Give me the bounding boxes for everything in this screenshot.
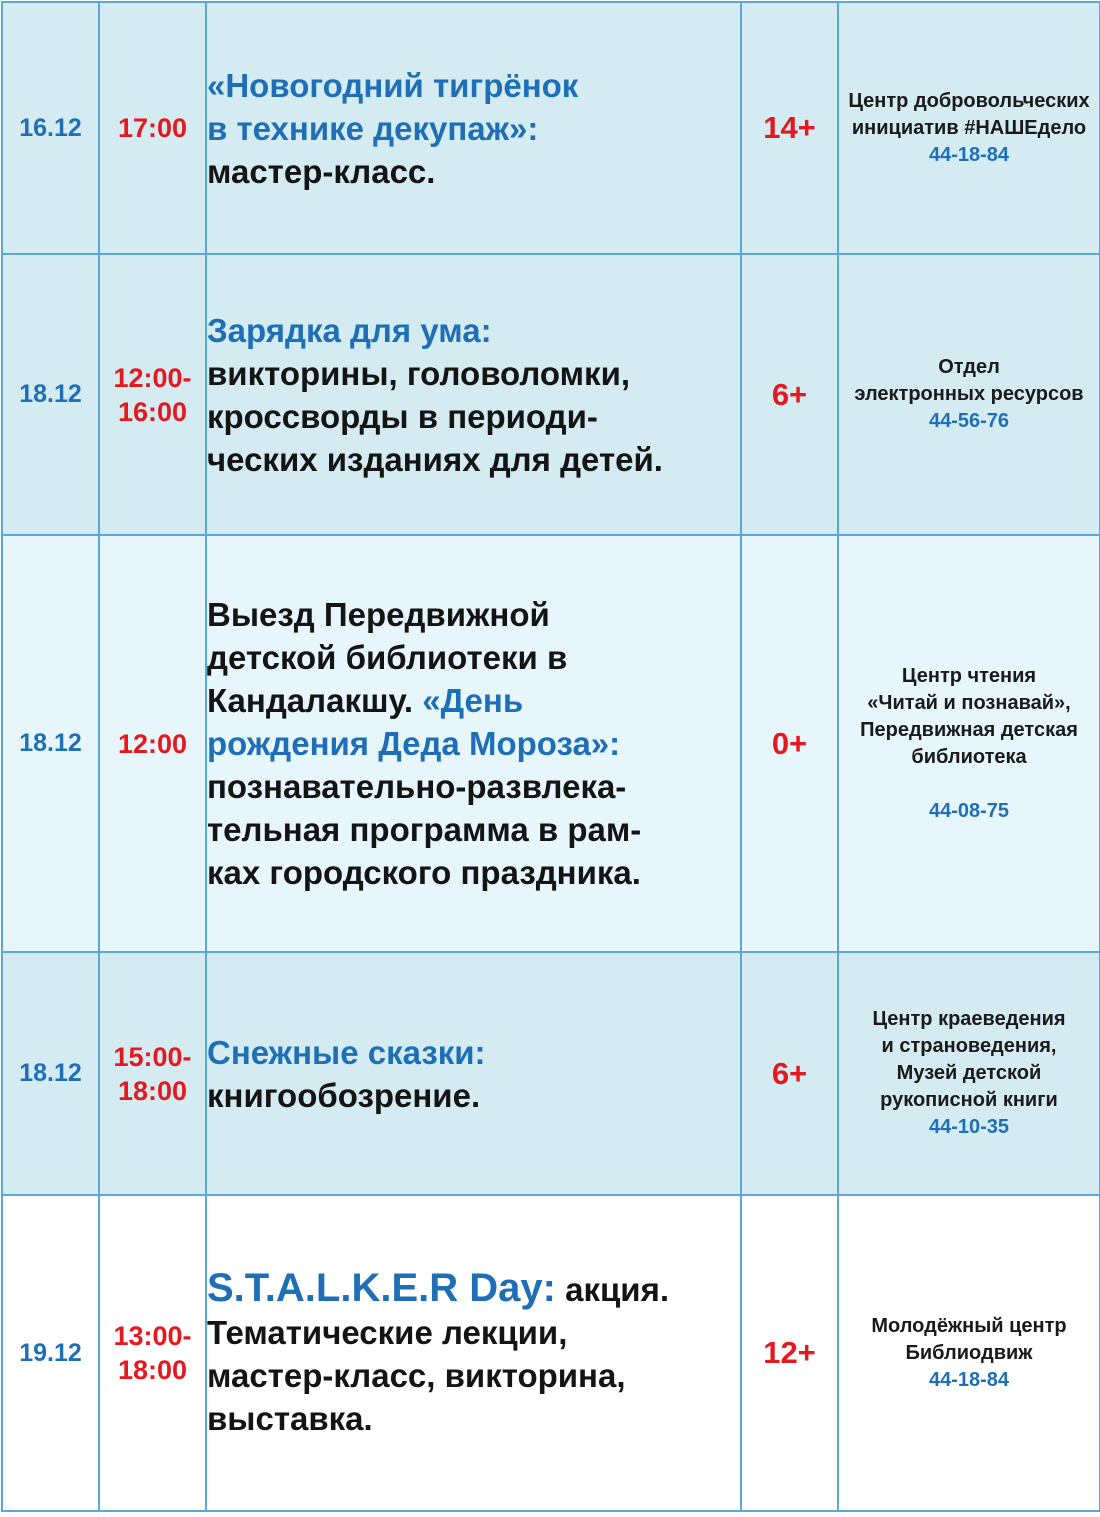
event-venue: Отдел электронных ресурсов 44-56-76 — [838, 254, 1100, 535]
venue-phone: 44-18-84 — [928, 143, 1010, 166]
event-title: S.T.A.L.K.E.R Day: акция. Тематические лекции, мастер-класс, викторина, выставка. — [206, 1195, 741, 1511]
event-venue: Молодёжный центр Библиодвиж 44-18-84 — [838, 1195, 1100, 1511]
event-date: 18.12 — [2, 952, 99, 1195]
event-date: 19.12 — [2, 1195, 99, 1511]
event-row-2 — [2, 254, 1100, 535]
event-time: 17:00 — [99, 2, 206, 254]
event-venue: Центр добровольческих инициатив #НАШЕдело 44-18-84 — [838, 2, 1100, 254]
event-time: 13:00- 18:00 — [99, 1195, 206, 1511]
event-row-4 — [2, 952, 1100, 1195]
event-age-rating: 6+ — [741, 952, 838, 1195]
venue-phone: 44-10-35 — [928, 1116, 1010, 1138]
event-description: викторины, головоломки, — [207, 354, 631, 392]
event-time: 12:00 — [99, 535, 206, 952]
venue-phone: 44-18-84 — [928, 1368, 1010, 1391]
event-description: Тематические лекции, — [207, 1313, 568, 1351]
event-time: 12:00- 16:00 — [99, 254, 206, 535]
event-title: Зарядка для ума: викторины, головоломки, кроссворды в периоди- ческих изданиях для детей. — [206, 254, 741, 535]
venue-phone: 44-08-75 — [928, 799, 1010, 822]
event-date: 18.12 — [2, 254, 99, 535]
event-age-rating: 12+ — [741, 1195, 838, 1511]
events-schedule-table — [1, 1, 1100, 1512]
event-date: 16.12 — [2, 2, 99, 254]
event-title: Снежные сказки: книгообозрение. — [206, 952, 741, 1195]
event-venue: Центр чтения «Читай и познавай», Передвижная детская библиотека 44-08-75 — [838, 535, 1100, 952]
event-row-1 — [2, 2, 1100, 254]
event-age-rating: 0+ — [741, 535, 838, 952]
event-title: Выезд Передвижной детской библиотеки в Кандалакшу. «День рождения Деда Мороза»: познавательно-развлека- тельная программа в рам- ках городского праздника. — [206, 535, 741, 952]
event-description: познавательно-развлека- — [207, 768, 627, 805]
event-time: 15:00- 18:00 — [99, 952, 206, 1195]
event-date: 18.12 — [2, 535, 99, 952]
event-description: книгообозрение. — [207, 1076, 481, 1114]
event-title: «Новогодний тигрёнок в технике декупаж»: мастер-класс. — [206, 2, 741, 254]
event-age-rating: 6+ — [741, 254, 838, 535]
event-venue: Центр краеведения и страноведения, Музей детской рукописной книги 44-10-35 — [838, 952, 1100, 1195]
event-description: мастер-класс. — [207, 152, 436, 190]
event-row-3 — [2, 535, 1100, 952]
event-age-rating: 14+ — [741, 2, 838, 254]
event-row-5 — [2, 1195, 1100, 1511]
venue-phone: 44-56-76 — [928, 410, 1010, 432]
